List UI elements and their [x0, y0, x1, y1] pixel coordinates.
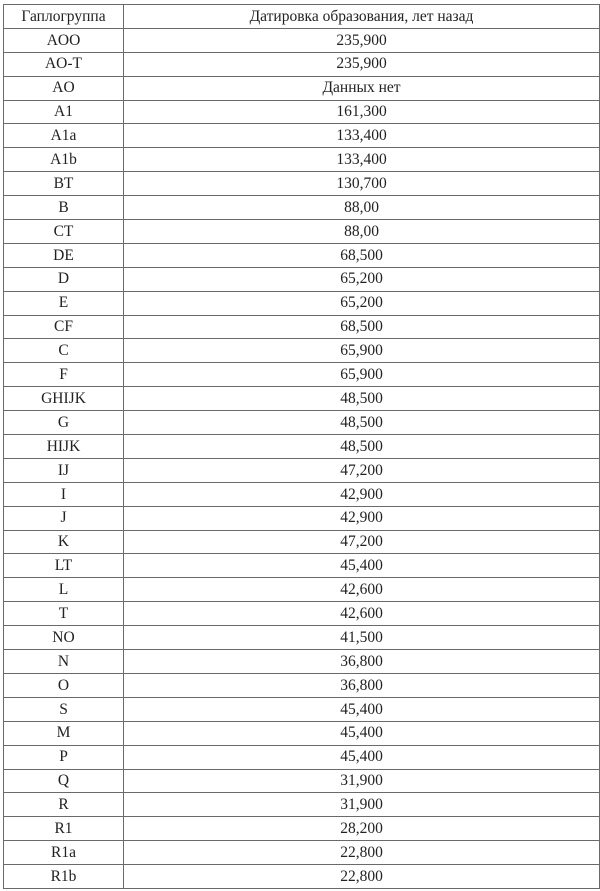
dating-cell: 45,400: [124, 554, 600, 578]
dating-cell: 161,300: [124, 100, 600, 124]
dating-cell: 133,400: [124, 148, 600, 172]
dating-cell: 45,400: [124, 697, 600, 721]
dating-cell: 48,500: [124, 435, 600, 459]
table-row: [4, 220, 600, 244]
table-row: [4, 841, 600, 865]
haplogroup-cell: Q: [4, 769, 124, 793]
dating-cell: 235,900: [124, 28, 600, 52]
dating-cell: 68,500: [124, 315, 600, 339]
table-row: [4, 243, 600, 267]
table-row: [4, 650, 600, 674]
table-row: [4, 673, 600, 697]
table-row: [4, 697, 600, 721]
dating-cell: 31,900: [124, 769, 600, 793]
dating-cell: 36,800: [124, 650, 600, 674]
haplogroup-cell: GHIJK: [4, 387, 124, 411]
haplogroup-cell: S: [4, 697, 124, 721]
table-header-row: [4, 5, 600, 29]
dating-cell: 65,200: [124, 267, 600, 291]
haplogroup-dating-table: [3, 4, 600, 889]
haplogroup-cell: N: [4, 650, 124, 674]
header-haplogroup: Гаплогруппа: [4, 5, 124, 29]
dating-cell: 42,600: [124, 578, 600, 602]
dating-cell: 22,800: [124, 865, 600, 889]
dating-cell: 235,900: [124, 52, 600, 76]
dating-cell: 41,500: [124, 626, 600, 650]
dating-cell: 65,900: [124, 339, 600, 363]
haplogroup-cell: K: [4, 530, 124, 554]
table-row: [4, 865, 600, 889]
haplogroup-cell: AO-T: [4, 52, 124, 76]
haplogroup-cell: E: [4, 291, 124, 315]
table-row: [4, 196, 600, 220]
table-row: [4, 28, 600, 52]
haplogroup-cell: CF: [4, 315, 124, 339]
dating-cell: 65,200: [124, 291, 600, 315]
dating-cell: 88,00: [124, 196, 600, 220]
dating-cell: 42,600: [124, 602, 600, 626]
dating-cell: 47,200: [124, 458, 600, 482]
haplogroup-cell: M: [4, 721, 124, 745]
dating-cell: 28,200: [124, 817, 600, 841]
table-row: [4, 435, 600, 459]
table-row: [4, 530, 600, 554]
table-row: [4, 817, 600, 841]
table-body: [4, 28, 600, 888]
table-row: [4, 458, 600, 482]
dating-cell: 68,500: [124, 243, 600, 267]
haplogroup-cell: O: [4, 673, 124, 697]
dating-cell: 45,400: [124, 745, 600, 769]
haplogroup-cell: R1b: [4, 865, 124, 889]
haplogroup-cell: R: [4, 793, 124, 817]
haplogroup-cell: R1: [4, 817, 124, 841]
dating-cell: 48,500: [124, 411, 600, 435]
haplogroup-cell: DE: [4, 243, 124, 267]
haplogroup-cell: D: [4, 267, 124, 291]
table-row: [4, 602, 600, 626]
haplogroup-cell: AO: [4, 76, 124, 100]
table-row: [4, 721, 600, 745]
dating-cell: 22,800: [124, 841, 600, 865]
haplogroup-cell: B: [4, 196, 124, 220]
dating-cell: 133,400: [124, 124, 600, 148]
haplogroup-cell: IJ: [4, 458, 124, 482]
haplogroup-cell: AOO: [4, 28, 124, 52]
table-row: [4, 267, 600, 291]
table-row: [4, 148, 600, 172]
haplogroup-cell: HIJK: [4, 435, 124, 459]
dating-cell: 48,500: [124, 387, 600, 411]
table-row: [4, 554, 600, 578]
table-row: [4, 52, 600, 76]
haplogroup-cell: F: [4, 363, 124, 387]
haplogroup-cell: NO: [4, 626, 124, 650]
dating-cell: 42,900: [124, 482, 600, 506]
haplogroup-cell: I: [4, 482, 124, 506]
table-row: [4, 626, 600, 650]
table-row: [4, 482, 600, 506]
dating-cell: 47,200: [124, 530, 600, 554]
dating-cell: 42,900: [124, 506, 600, 530]
dating-cell: 88,00: [124, 220, 600, 244]
dating-cell: 36,800: [124, 673, 600, 697]
table-row: [4, 124, 600, 148]
table-row: [4, 411, 600, 435]
table-row: [4, 172, 600, 196]
table-row: [4, 793, 600, 817]
table-row: [4, 315, 600, 339]
haplogroup-cell: A1a: [4, 124, 124, 148]
dating-cell: Данных нет: [124, 76, 600, 100]
haplogroup-cell: G: [4, 411, 124, 435]
haplogroup-cell: BT: [4, 172, 124, 196]
table-row: [4, 506, 600, 530]
table-row: [4, 363, 600, 387]
haplogroup-cell: C: [4, 339, 124, 363]
haplogroup-cell: J: [4, 506, 124, 530]
haplogroup-cell: R1a: [4, 841, 124, 865]
table-row: [4, 387, 600, 411]
haplogroup-cell: LT: [4, 554, 124, 578]
dating-cell: 130,700: [124, 172, 600, 196]
table-row: [4, 76, 600, 100]
haplogroup-cell: A1: [4, 100, 124, 124]
table-row: [4, 291, 600, 315]
table-row: [4, 769, 600, 793]
table-row: [4, 100, 600, 124]
header-dating: Датировка образования, лет назад: [124, 5, 600, 29]
table-row: [4, 578, 600, 602]
dating-cell: 31,900: [124, 793, 600, 817]
table-row: [4, 745, 600, 769]
dating-cell: 45,400: [124, 721, 600, 745]
haplogroup-cell: CT: [4, 220, 124, 244]
table-row: [4, 339, 600, 363]
haplogroup-cell: T: [4, 602, 124, 626]
haplogroup-cell: A1b: [4, 148, 124, 172]
haplogroup-cell: P: [4, 745, 124, 769]
dating-cell: 65,900: [124, 363, 600, 387]
haplogroup-cell: L: [4, 578, 124, 602]
